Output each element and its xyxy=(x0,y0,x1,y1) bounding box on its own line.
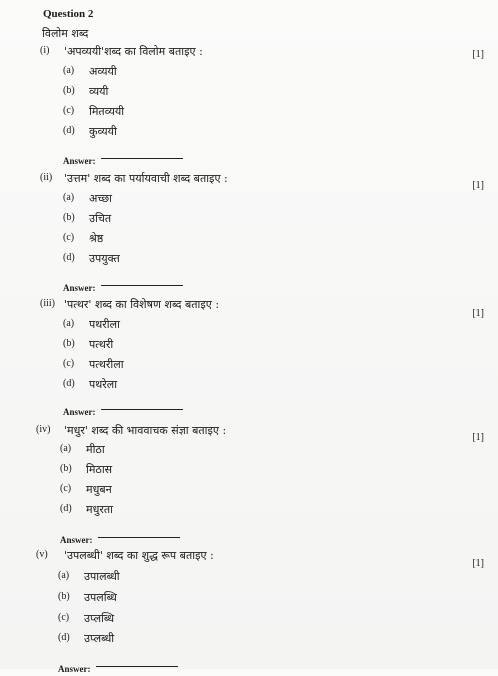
answer-blank-line[interactable] xyxy=(98,537,180,538)
option-text: श्रेष्ठ xyxy=(89,232,104,245)
option-b[interactable] xyxy=(63,211,363,227)
question-line xyxy=(0,424,498,443)
option-label: (a) xyxy=(63,318,75,329)
answer-blank-line[interactable] xyxy=(96,666,178,667)
option-b[interactable] xyxy=(63,84,363,100)
question-number: (i) xyxy=(40,45,50,56)
option-text: मितव्ययी xyxy=(89,105,125,118)
answer-label: Answer: xyxy=(58,664,91,674)
answer-label: Answer: xyxy=(60,535,93,545)
option-label: (b) xyxy=(63,212,75,223)
option-text: उचित xyxy=(89,212,112,225)
question-number: (v) xyxy=(36,549,48,560)
question-line xyxy=(0,45,498,61)
option-label: (d) xyxy=(58,632,70,643)
option-text: अच्छा xyxy=(89,192,113,205)
option-label: (c) xyxy=(60,483,72,494)
marks: [1] xyxy=(472,180,484,191)
section-title: विलोम शब्द xyxy=(42,27,89,40)
option-label: (a) xyxy=(60,443,72,454)
option-text: पत्थरी xyxy=(89,338,114,351)
option-text: मधुबन xyxy=(86,483,112,496)
option-label: (a) xyxy=(58,570,70,581)
option-b[interactable] xyxy=(63,337,363,353)
question-text: 'उपलब्धी' शब्द का शुद्ध रूप बताइए : xyxy=(64,549,214,562)
option-label: (b) xyxy=(63,338,75,349)
answer-label: Answer: xyxy=(63,156,96,166)
option-text: पत्थरीला xyxy=(89,358,124,371)
option-c[interactable] xyxy=(60,482,360,498)
option-text: उपयुक्त xyxy=(89,252,120,265)
option-text: पथरेला xyxy=(89,378,118,391)
question-number: (iii) xyxy=(40,298,55,309)
question-heading: Question 2 xyxy=(43,8,94,20)
question-text: 'पत्थर' शब्द का विशेषण शब्द बताइए : xyxy=(64,298,220,311)
question-text: 'मधुर' शब्द की भाववाचक संज्ञा बताइए : xyxy=(64,424,227,437)
question-line xyxy=(0,172,498,191)
option-text: उपलब्धि xyxy=(84,591,117,604)
answer-field[interactable] xyxy=(63,276,263,293)
option-text: मधुरता xyxy=(86,503,113,516)
option-label: (d) xyxy=(63,125,75,136)
option-c[interactable] xyxy=(63,357,363,373)
option-label: (b) xyxy=(60,463,72,474)
option-label: (d) xyxy=(63,252,75,263)
option-label: (d) xyxy=(63,378,75,389)
option-label: (c) xyxy=(58,612,70,623)
option-text: कुव्ययी xyxy=(89,125,117,138)
question-number: (ii) xyxy=(40,172,53,183)
answer-blank-line[interactable] xyxy=(101,285,183,286)
option-a[interactable] xyxy=(60,442,360,458)
option-a[interactable] xyxy=(63,317,363,333)
option-a[interactable] xyxy=(63,191,363,207)
answer-field[interactable] xyxy=(63,149,263,166)
option-c[interactable] xyxy=(63,231,363,247)
option-d[interactable] xyxy=(63,377,363,393)
question-text: 'अपव्ययी'शब्द का विलोम बताइए : xyxy=(64,45,203,58)
option-c[interactable] xyxy=(58,611,358,627)
marks: [1] xyxy=(472,432,484,443)
option-text: उप्लब्धि xyxy=(84,612,115,625)
option-text: उपालब्धी xyxy=(84,570,120,583)
answer-label: Answer: xyxy=(63,283,96,293)
option-text: उप्लब्धी xyxy=(84,632,115,645)
option-d[interactable] xyxy=(63,251,363,267)
option-label: (c) xyxy=(63,105,75,116)
option-a[interactable] xyxy=(63,64,363,80)
option-label: (d) xyxy=(60,503,72,514)
option-label: (c) xyxy=(63,232,75,243)
option-label: (a) xyxy=(63,192,75,203)
option-d[interactable] xyxy=(58,631,358,647)
marks: [1] xyxy=(472,558,484,569)
option-text: अव्ययी xyxy=(89,65,117,78)
option-d[interactable] xyxy=(60,502,360,518)
option-label: (c) xyxy=(63,358,75,369)
answer-field[interactable] xyxy=(63,400,263,417)
marks: [1] xyxy=(472,308,484,319)
question-text: 'उत्तम' शब्द का पर्यायवाची शब्द बताइए : xyxy=(64,172,228,185)
option-d[interactable] xyxy=(63,124,363,140)
answer-blank-line[interactable] xyxy=(101,158,183,159)
answer-field[interactable] xyxy=(60,528,260,545)
option-text: मिठास xyxy=(86,463,113,476)
question-line xyxy=(0,298,498,319)
option-label: (b) xyxy=(63,85,75,96)
option-a[interactable] xyxy=(58,569,358,585)
question-number: (iv) xyxy=(36,424,51,435)
option-label: (b) xyxy=(58,591,70,602)
option-b[interactable] xyxy=(58,590,358,606)
option-b[interactable] xyxy=(60,462,360,478)
question-line xyxy=(0,549,498,569)
answer-blank-line[interactable] xyxy=(101,409,183,410)
option-text: व्ययी xyxy=(89,85,109,98)
answer-label: Answer: xyxy=(63,407,96,417)
marks: [1] xyxy=(472,49,484,60)
option-label: (a) xyxy=(63,65,75,76)
option-c[interactable] xyxy=(63,104,363,120)
option-text: पथरीला xyxy=(89,318,120,331)
option-text: मीठा xyxy=(86,443,105,456)
